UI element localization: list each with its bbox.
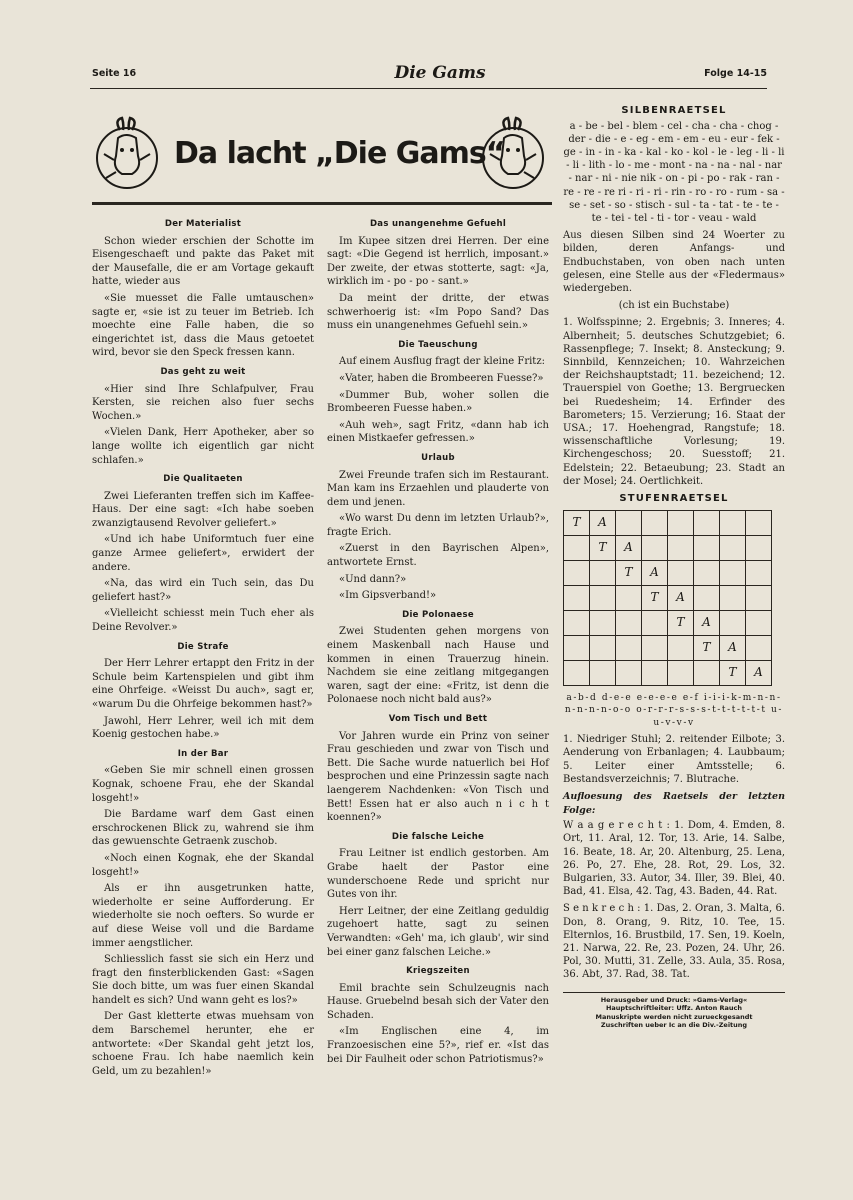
grid-cell [746, 535, 772, 560]
grid-row [564, 610, 772, 635]
grid-cell [642, 660, 668, 685]
grid-cell [694, 535, 720, 560]
grid-cell [694, 560, 720, 585]
solution-across: W a a g e r e c h t : 1. Dom, 4. Emden, 8. Ort, 11. Aral, 12. Tor, 13. Arie, 14. Salbe, 16. Beate, 18. Ar, 20. Altenburg, 25. Lena, 26. Po, 27. Ehe, 28. Rot, 29. Los, 32. Bulgarien, 33. Autor, 34. Iller, 39. Blei, 40. Bad, 41. Elsa, 42. Tag, 43. Baden, 44. Rat. [563, 820, 785, 898]
joke-heading: Vom Tisch und Bett [388, 714, 488, 724]
joke-paragraph: Auf einem Ausflug fragt der kleine Fritz: [339, 356, 545, 368]
grid-cell: T [694, 635, 720, 660]
joke-paragraph: «Vielen Dank, Herr Apotheker, aber so lange wollte ich eigentlich gar nicht schlafen.» [92, 427, 314, 466]
joke-heading: Kriegszeiten [406, 966, 470, 977]
joke-paragraph: «Vater, haben die Brombeeren Fuesse?» [339, 372, 544, 384]
grid-cell [694, 510, 720, 535]
grid-cell: A [668, 585, 694, 610]
joke-paragraph: «Hier sind Ihre Schlafpulver, Frau Kersten, sie reichen also fuer sechs Wochen.» [92, 383, 314, 422]
joke-heading: Urlaub [421, 452, 455, 463]
joke-heading: Die Strafe [177, 641, 229, 652]
grid-cell [564, 585, 590, 610]
joke-paragraph: Herr Leitner, der eine Zeitlang geduldig zugehoert hatte, sagt zu seinen Verwandten: «Geh' ma, ich glaub', wir sind bei einer ganz falschen Leiche.» [327, 905, 549, 958]
grid-row [564, 535, 772, 560]
grid-cell [642, 635, 668, 660]
grid-cell: A [746, 660, 772, 685]
jokes-column-left [92, 218, 314, 1081]
grid-cell [746, 510, 772, 535]
grid-cell [616, 585, 642, 610]
grid-row [564, 585, 772, 610]
joke-paragraph: «Geben Sie mir schnell einen grossen Kognak, schoene Frau, ehe der Skandal losgeht!» [92, 765, 314, 804]
joke-paragraph: Schliesslich fasst sie sich ein Herz und fragt den finsterblickenden Gast: «Sagen Sie doch bitte, um was fuer einen Skandal handelt es sich? Und wann geht es los?» [92, 954, 314, 1006]
imprint-line: Hauptschriftleiter: Uffz. Anton Rauch [605, 1004, 743, 1013]
joke-heading: Das unangenehme Gefuehl [369, 219, 507, 229]
grid-cell: T [564, 510, 590, 535]
grid-cell [590, 635, 616, 660]
imprint-line: Manuskripte werden nicht zurueckgesandt [595, 1012, 753, 1021]
page-number: Seite 16 [92, 68, 137, 79]
banner [92, 116, 552, 200]
grid-cell [694, 660, 720, 685]
grid-cell [642, 535, 668, 560]
grid-row [564, 510, 772, 535]
grid-cell [720, 560, 746, 585]
joke-heading: Die Qualitaeten [163, 474, 243, 485]
grid-cell [590, 610, 616, 635]
joke-paragraph: Zwei Freunde trafen sich im Restaurant. Man kam ins Erzaehlen und plauderte von dem und jenen. [327, 469, 549, 508]
joke-paragraph: Der Gast kletterte etwas muehsam von dem Barschemel herunter, ehe er antwortete: «Der Skandal geht jetzt los, schoene Frau. Ich habe naemlich kein Geld, um zu bezahlen!» [92, 1011, 314, 1077]
joke-paragraph: «Zuerst in den Bayrischen Alpen», antwortete Ernst. [327, 543, 549, 569]
grid-cell [668, 510, 694, 535]
grid-row [564, 560, 772, 585]
step-puzzle-grid [563, 510, 772, 686]
grid-cell [564, 560, 590, 585]
joke-paragraph: Da meint der dritte, der etwas schwerhoerig ist: «Im Popo Sand? Das muss ein unangenehmes Gefuehl sein.» [327, 292, 549, 332]
grid-cell [616, 660, 642, 685]
grid-cell [694, 585, 720, 610]
header-rule [90, 88, 767, 89]
joke-paragraph: Jawohl, Herr Lehrer, weil ich mit dem Koenig gestochen habe.» [92, 715, 314, 741]
stufen-clues: 1. Niedriger Stuhl; 2. reitender Eilbote; 3. Aenderung von Erbanlagen; 4. Laubbaum; 5. Leiter einer Amtsstelle; 6. Bestandsverzeichnis; 7. Blutrache. [563, 734, 785, 785]
banner-title: Da lacht „Die Gams“ [174, 136, 505, 171]
joke-heading: Die falsche Leiche [391, 831, 485, 842]
grid-cell: A [642, 560, 668, 585]
joke-paragraph: «Dummer Bub, woher sollen die Brombeeren Fuesse haben.» [327, 389, 549, 415]
joke-paragraph: Zwei Studenten gehen morgens von einem Maskenball nach Hause und kommen in einen Trauerzug hinein. Nachdem sie eine zeitlang mitgegangen waren, sagt der eine: «Fritz, ist denn die Polonaese noch nicht bald aus?» [327, 626, 549, 706]
issue-number: Folge 14-15 [704, 68, 767, 79]
joke-paragraph: Der Herr Lehrer ertappt den Fritz in der Schule beim Kartenspielen und gibt ihm eine Ohrfeige. «Weisst Du auch», sagt er, «warum Du die Ohrfeige bekommen hast?» [92, 658, 314, 710]
puzzle-column [563, 104, 785, 1030]
joke-paragraph: Als er ihn ausgetrunken hatte, wiederholte er seine Aufforderung. Er wiederholte sie noch oefters. So wurde er auf diese Weise voll und die Bardame immer aengstlicher. [92, 883, 314, 949]
grid-cell [720, 510, 746, 535]
joke-heading: Der Materialist [164, 219, 242, 229]
silben-note: (ch ist ein Buchstabe) [618, 300, 730, 312]
grid-cell [746, 635, 772, 660]
joke-paragraph: «Sie muesset die Falle umtauschen» sagte er, «sie ist zu teuer im Betrieb. Ich moechte eine Falle haben, die so eingerichtet ist, dass die Maus getoetet wird, bevor sie den Speck fressen kann. [92, 292, 314, 359]
grid-cell [616, 510, 642, 535]
grid-cell: A [616, 535, 642, 560]
joke-paragraph: Im Kupee sitzen drei Herren. Der eine sagt: «Die Gegend ist herrlich, imposant.» Der zweite, der etwas stotterte, sagt: «Ja, wirklich im - po - po - sant.» [327, 235, 549, 288]
grid-cell [746, 610, 772, 635]
silben-title: SILBENRAETSEL [621, 105, 727, 116]
grid-cell [668, 660, 694, 685]
grid-cell [564, 635, 590, 660]
grid-cell: A [694, 610, 720, 635]
grid-cell: A [590, 510, 616, 535]
grid-cell [616, 635, 642, 660]
solution-down: S e n k r e c h : 1. Das, 2. Oran, 3. Malta, 6. Don, 8. Orang, 9. Ritz, 10. Tee, 15. Elternlos, 16. Brustbild, 17. Sen, 19. Koeln, 21. Narwa, 22. Re, 23. Pozen, 24. Uhr, 26. Pol, 30. Mutti, 31. Zelle, 33. Aula, 35. Rosa, 36. Abt, 37. Rad, 38. Tat. [563, 903, 785, 981]
imprint-line: Zuschriften ueber Ic an die Div.-Zeitung [600, 1021, 748, 1030]
syllable-list: a - be - bel - blem - cel - cha - cha - chog - der - die - e - eg - em - em - eu - eur - fek - ge - in - in - ka - kal - ko - kol - le - leg - li - li - li - lith - lo - me - mont - na - na - nal - nar - nar - ni - nie nik - on - pi - po - rak - ran - re - re - re ri - ri - ri - rin - ro - ro - rum - sa - se - set - so - stisch - sul - ta - tat - te - te - te - tei - tel - ti - tor - veau - wald [563, 120, 785, 225]
joke-heading: Das geht zu weit [160, 366, 246, 377]
grid-cell: T [668, 610, 694, 635]
grid-cell [564, 535, 590, 560]
imprint-line: Herausgeber und Druck: »Gams-Verlag« [600, 995, 748, 1004]
jokes-column-middle [327, 218, 549, 1069]
joke-paragraph: Die Bardame warf dem Gast einen erschrockenen Blick zu, wahrend sie ihm das gewuenschte Getraenk zuschob. [92, 809, 314, 848]
grid-cell: T [642, 585, 668, 610]
grid-cell [668, 560, 694, 585]
stufen-letters: a-b-d d-e-e e-e-e-e e-f i-i-i-k-m-n-n-n-n-n-n-o-o o-r-r-r-s-s-s-t-t-t-t-t-t u-u-v-v-v [564, 692, 784, 728]
grid-cell: T [616, 560, 642, 585]
grid-cell [564, 660, 590, 685]
grid-cell [642, 510, 668, 535]
grid-cell [590, 560, 616, 585]
stufen-title: STUFENRAETSEL [619, 493, 729, 505]
grid-cell [746, 560, 772, 585]
grid-row [564, 660, 772, 685]
grid-cell [746, 585, 772, 610]
grid-cell [616, 610, 642, 635]
joke-paragraph: «Und ich habe Uniformtuch fuer eine ganze Armee geliefert», erwidert der andere. [92, 534, 314, 573]
joke-paragraph: «Im Englischen eine 4, im Franzoesischen eine 5?», rief er. «Ist das bei Dir Faulheit oder schon Patriotismus?» [327, 1026, 549, 1065]
grid-cell [720, 610, 746, 635]
joke-paragraph: Schon wieder erschien der Schotte im Eisengeschaeft und pakte das Paket mit der Mausefalle, die er am Vortage gekauft hatte, wieder aus [92, 235, 314, 288]
joke-paragraph: «Wo warst Du denn im letzten Urlaub?», fragte Erich. [327, 513, 549, 538]
grid-cell: T [720, 660, 746, 685]
grid-cell [668, 635, 694, 660]
joke-heading: In der Bar [177, 748, 229, 759]
joke-paragraph: «Und dann?» [339, 573, 407, 585]
grid-cell [720, 585, 746, 610]
joke-paragraph: Emil brachte sein Schulzeugnis nach Hause. Gruebelnd besah sich der Vater den Schaden. [327, 982, 549, 1021]
grid-row [564, 635, 772, 660]
silben-instructions: Aus diesen Silben sind 24 Woerter zu bilden, deren Anfangs- und Endbuchstaben, von oben nach unten gelesen, eine Stelle aus der «Fledermaus» wiedergeben. [563, 230, 785, 295]
grid-cell [720, 535, 746, 560]
banner-rule [92, 202, 552, 205]
joke-paragraph: «Na, das wird ein Tuch sein, das Du geliefert hast?» [92, 578, 314, 603]
joke-heading: Die Taeuschung [398, 339, 478, 350]
joke-paragraph: Vor Jahren wurde ein Prinz von seiner Frau geschieden und zwar von Tisch und Bett. Die Sache wurde natuerlich bei Hof besprochen und eine Prinzessin sagte nach laengerem Nachdenken: «Von Tisch und Bett! Essen hat er also auch n i c h t koennen?» [327, 730, 549, 824]
grid-cell: A [720, 635, 746, 660]
joke-paragraph: «Noch einen Kognak, ehe der Skandal losgeht!» [92, 852, 314, 878]
joke-paragraph: «Vielleicht schiesst mein Tuch eher als Deine Revolver.» [92, 608, 314, 634]
grid-cell [642, 610, 668, 635]
joke-paragraph: Zwei Lieferanten treffen sich im Kaffee-Haus. Der eine sagt: «Ich habe soeben zwanzigtausend Revolver geliefert.» [92, 490, 314, 529]
silben-clues: 1. Wolfsspinne; 2. Ergebnis; 3. Inneres; 4. Albernheit; 5. deutsches Schutzgebiet; 6. Rassenpflege; 7. Insekt; 8. Ansteckung; 9. Sinnbild, Kennzeichen; 10. Wahrzeichen der Reichshauptstadt; 11. bezeichend; 12. Trauerspiel von Goethe; 13. Bergruecken bei Ruedesheim; 14. Erfinder des Barometers; 15. Verzierung; 16. Staat der USA.; 17. Hoehengrad, Rangstufe; 18. wissenschaftliche Vorlesung; 19. Kirchengeschoss; 20. Suesstoff; 21. Edelstein; 22. Betaeubung; 23. Stadt an der Mosel; 24. Oertlichkeit. [563, 317, 785, 487]
solution-heading: Aufloesung des Raetsels der letzten Folge: [563, 790, 785, 816]
joke-paragraph: «Auh weh», sagt Fritz, «dann hab ich einen Mistkaefer gefressen.» [327, 419, 549, 445]
joke-heading: Die Polonaese [402, 609, 474, 620]
grid-cell [590, 660, 616, 685]
grid-cell [668, 535, 694, 560]
grid-cell [590, 585, 616, 610]
chamois-head-icon [92, 116, 162, 196]
masthead: Die Gams [394, 63, 486, 83]
chamois-head-icon [478, 116, 548, 196]
joke-paragraph: Frau Leitner ist endlich gestorben. Am Grabe haelt der Pastor eine wunderschoene Rede und spricht nur Gutes von ihr. [327, 848, 549, 901]
imprint [563, 992, 785, 1030]
grid-cell [564, 610, 590, 635]
grid-cell: T [590, 535, 616, 560]
joke-paragraph: «Im Gipsverband!» [339, 590, 437, 602]
